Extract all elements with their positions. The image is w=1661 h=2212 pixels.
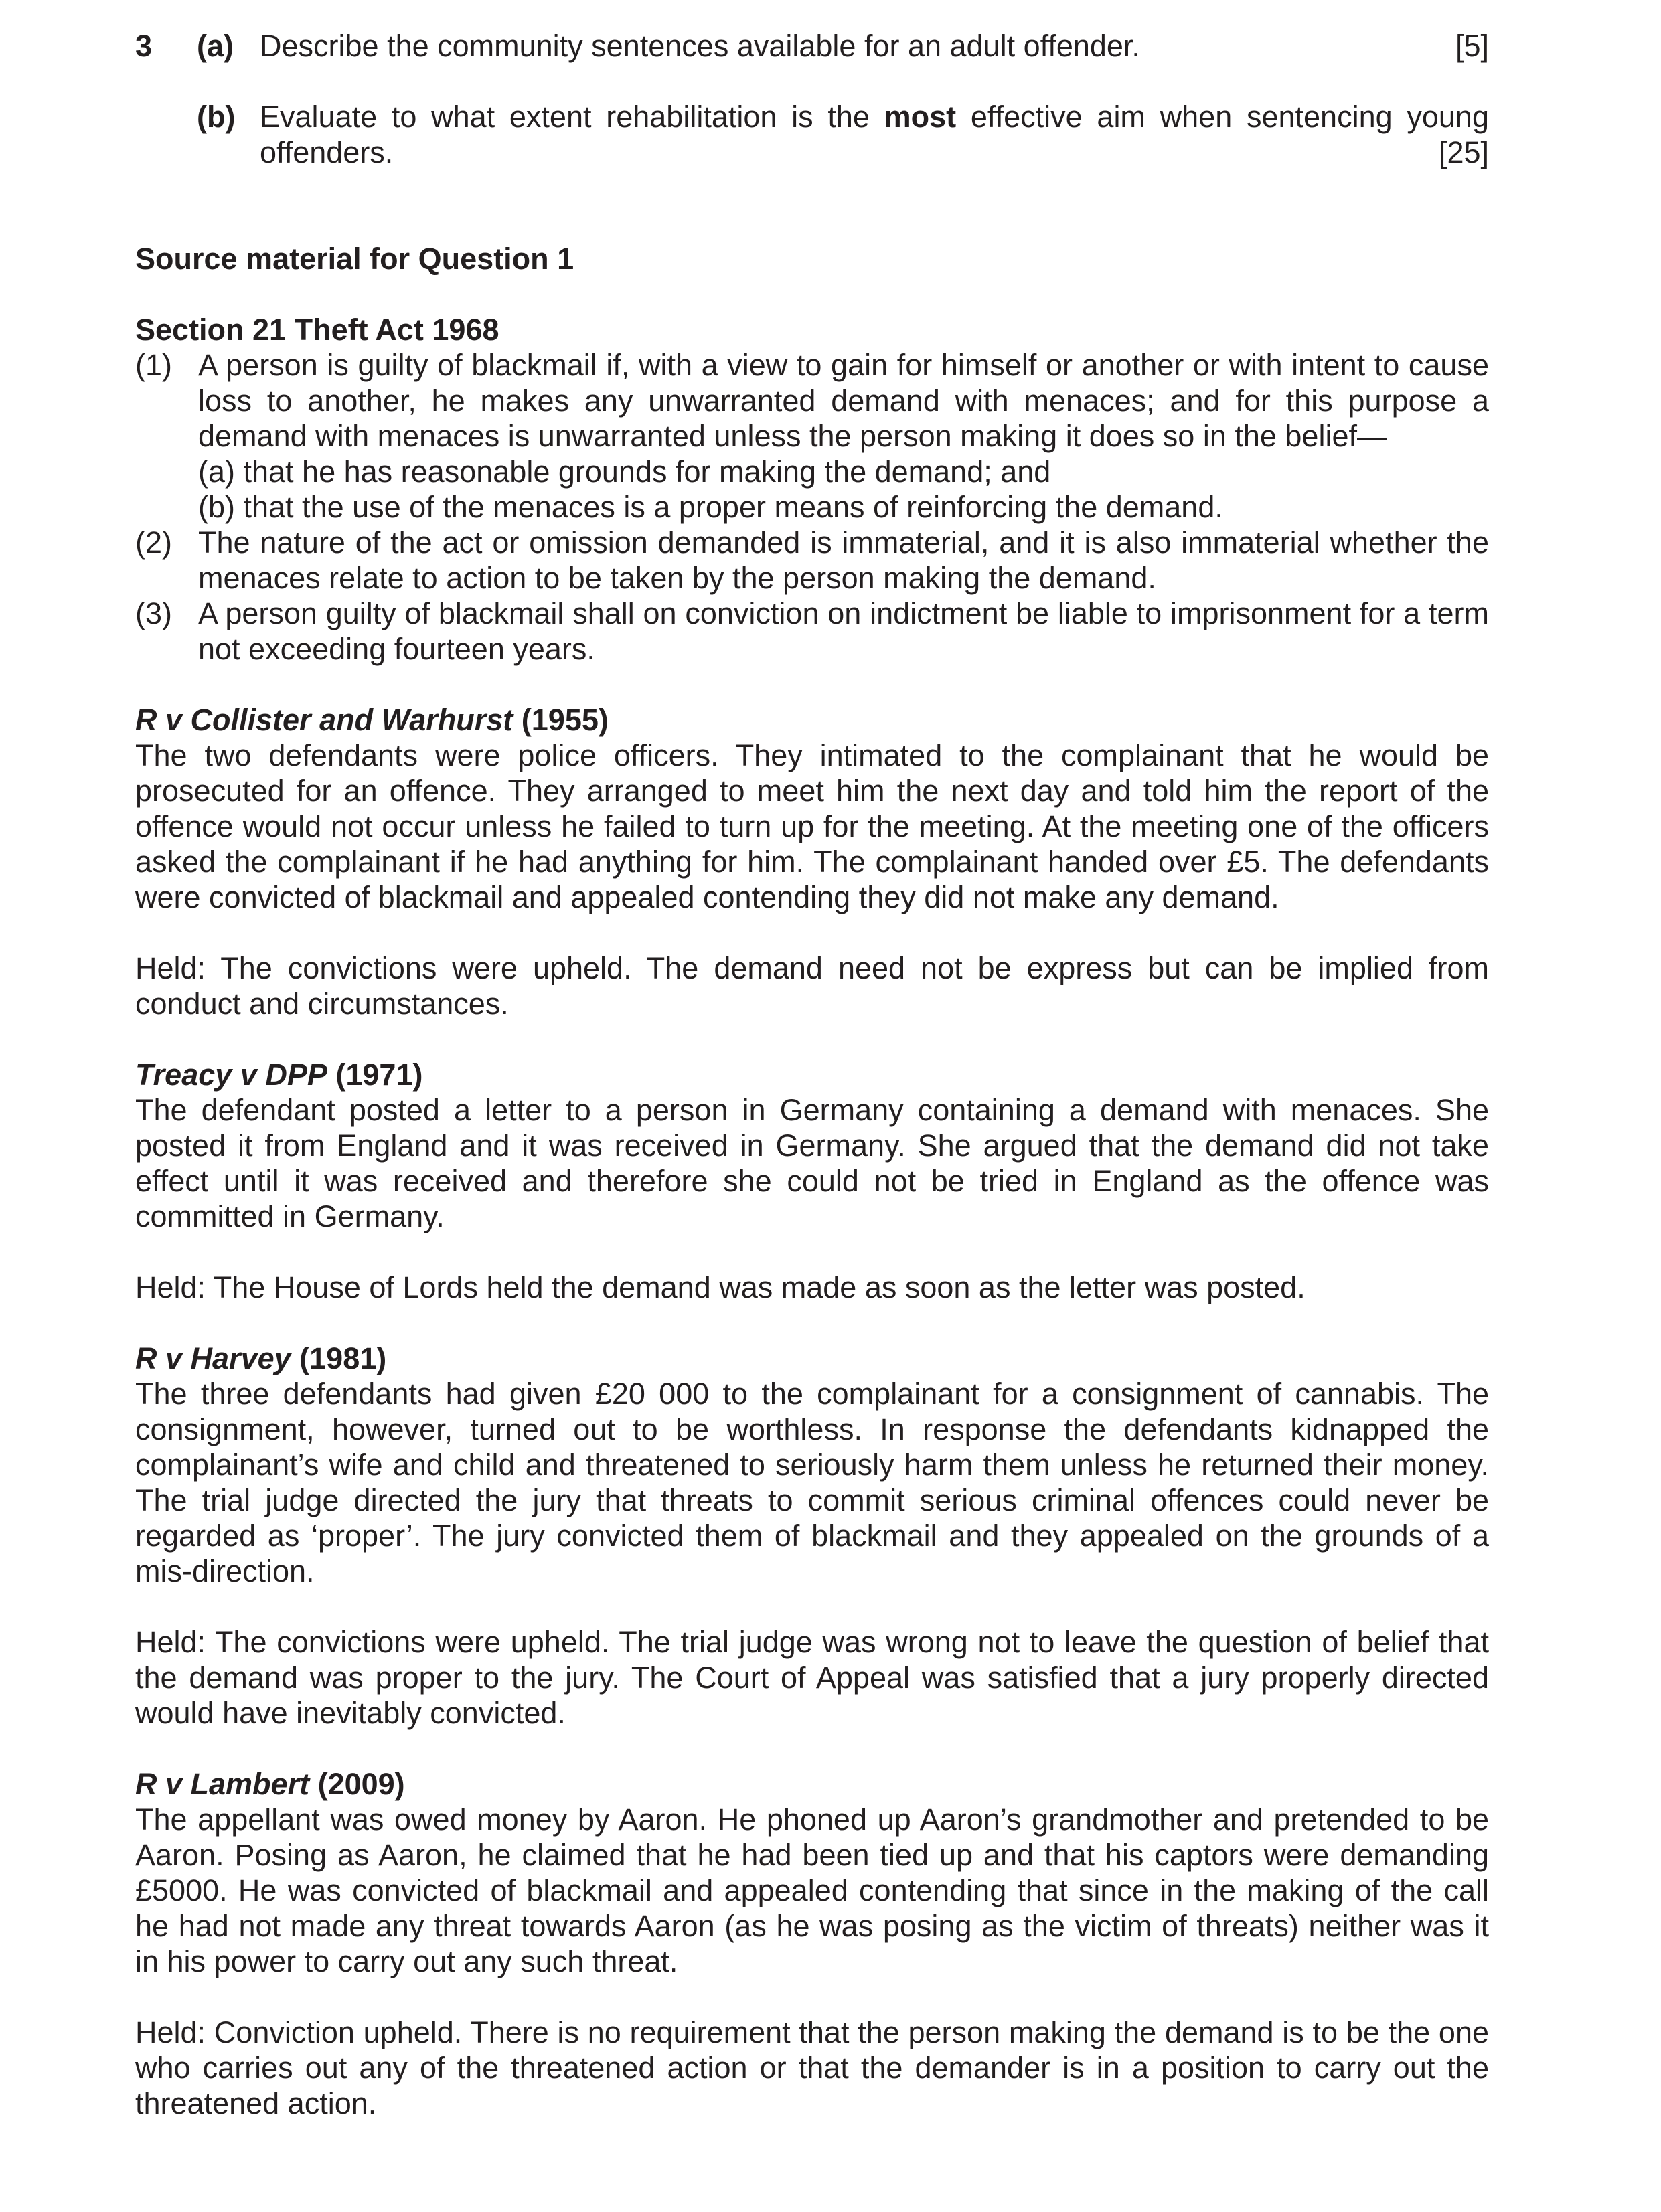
subsection-number: (3) [135, 596, 172, 630]
subsection-number: (1) [135, 348, 172, 382]
case-harvey [135, 1341, 1489, 1731]
source-heading: Source material for Question 1 [135, 242, 574, 276]
question-3a [135, 28, 1489, 64]
subsection-3 [135, 596, 1489, 667]
subsection-1 [135, 347, 1489, 525]
case-treacy [135, 1057, 1489, 1305]
case-year: (2009) [317, 1767, 405, 1801]
case-lambert [135, 1766, 1489, 2121]
part-b-label: (b) [197, 100, 236, 134]
subsection-text: The nature of the act or omission demanded is immaterial, and it is also immaterial whether the menaces relate to action to be taken by the person making the demand. [198, 525, 1489, 595]
part-b-bold-word: most [884, 100, 957, 134]
case-name: R v Harvey [135, 1341, 291, 1375]
case-facts: The two defendants were police officers. They intimated to the complainant that he would be prosecuted for an offence. They arranged to meet him the next day and told him the report of the offence would not occur unless he failed to turn up for the meeting. At the meeting one of the officers asked the complainant if he had anything for him. The complainant handed over £5. The defendants were convicted of blackmail and appealed contending they did not make any demand. [135, 738, 1489, 914]
subsection-2 [135, 525, 1489, 596]
case-year: (1971) [335, 1057, 423, 1092]
subsection-body [198, 347, 1489, 525]
case-facts: The three defendants had given £20 000 to the complainant for a consignment of cannabis. The consignment, however, turned out to be worthless. In response the defendants kidnapped the complainant’s wife and child and threatened to seriously harm them unless he returned their money. The trial judge directed the jury that threats to commit serious criminal offences could never be regarded as ‘proper’. The jury convicted them of blackmail and they appealed on the grounds of a mis-direction. [135, 1377, 1489, 1588]
part-a-label: (a) [197, 29, 234, 63]
part-b-text-line2: offenders. [260, 135, 394, 169]
subsection-body [198, 525, 1489, 596]
part-b-text-after: effective aim when sentencing young [970, 100, 1489, 134]
part-b-body [260, 99, 1489, 170]
case-name: Treacy v DPP [135, 1057, 327, 1092]
case-held: Held: The convictions were upheld. The demand need not be express but can be implied from conduct and circumstances. [135, 951, 1489, 1021]
subsection-body [198, 596, 1489, 667]
part-a-marks: [5] [1455, 29, 1489, 63]
case-year: (1981) [299, 1341, 387, 1375]
case-facts: The defendant posted a letter to a person in Germany containing a demand with menaces. She posted it from England and it was received in Germany. She argued that the demand did not take effect until it was received and therefore she could not be tried in England as the offence was committed in Germany. [135, 1093, 1489, 1233]
part-b-marks: [25] [1438, 135, 1489, 169]
case-title [135, 1341, 1489, 1376]
subsection-text: A person guilty of blackmail shall on conviction on indictment be liable to imprisonment for a term not exceeding fourteen years. [198, 596, 1489, 666]
exam-page [135, 28, 1489, 2121]
case-name: R v Collister and Warhurst [135, 703, 513, 737]
part-b-line-2 [260, 135, 1489, 170]
section-heading: Section 21 Theft Act 1968 [135, 313, 499, 347]
section-subsections [135, 347, 1489, 667]
case-held: Held: The convictions were upheld. The trial judge was wrong not to leave the question of belief that the demand was proper to the jury. The Court of Appeal was satisfied that a jury properly directed would have inevitably convicted. [135, 1625, 1489, 1730]
part-b-text-before: Evaluate to what extent rehabilitation is the [260, 100, 870, 134]
case-facts: The appellant was owed money by Aaron. He phoned up Aaron’s grandmother and pretended to be Aaron. Posing as Aaron, he claimed that he had been tied up and that his captors were demanding £5000. He was convicted of blackmail and appealed contending that since in the making of the call he had not made any threat towards Aaron (as he was posing as the victim of threats) neither was it in his power to carry out any such threat. [135, 1802, 1489, 1978]
question-number: 3 [135, 29, 153, 63]
subsection-text: A person is guilty of blackmail if, with a view to gain for himself or another or with intent to cause loss to another, he makes any unwarranted demand with menaces; and for this purpose a demand with menaces is unwarranted unless the person making it does so in the belief— [198, 348, 1489, 453]
question-3b [197, 99, 1489, 170]
case-title [135, 1057, 1489, 1092]
subsection-clause-b: (b) that the use of the menaces is a proper means of reinforcing the demand. [198, 490, 1223, 524]
part-b-line-1 [260, 99, 1489, 135]
subsection-clause-a: (a) that he has reasonable grounds for making the demand; and [198, 454, 1051, 489]
case-held: Held: The House of Lords held the demand was made as soon as the letter was posted. [135, 1270, 1306, 1304]
case-held: Held: Conviction upheld. There is no requirement that the person making the demand is to be the one who carries out any of the threatened action or that the demander is in a position to carry out the threatened action. [135, 2015, 1489, 2120]
subsection-number: (2) [135, 525, 172, 560]
case-collister [135, 702, 1489, 1021]
case-title [135, 1766, 1489, 1802]
part-a-text: Describe the community sentences available for an adult offender. [260, 29, 1140, 63]
case-title [135, 702, 1489, 738]
case-name: R v Lambert [135, 1767, 310, 1801]
case-year: (1955) [521, 703, 609, 737]
